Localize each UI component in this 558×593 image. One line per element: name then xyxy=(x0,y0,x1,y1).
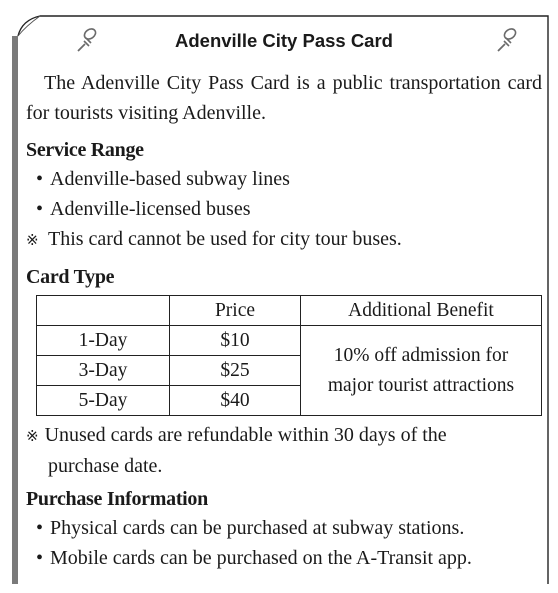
price-cell: $10 xyxy=(170,326,301,356)
card-type-cell: 5-Day xyxy=(37,386,170,416)
card-type-heading: Card Type xyxy=(26,266,115,288)
list-item: • Mobile cards can be purchased on the A-Transit app. xyxy=(26,543,542,573)
card-title: Adenville City Pass Card xyxy=(175,30,393,51)
bullet-icon: • xyxy=(36,547,44,569)
service-note: ※ This card cannot be used for city tour buses. xyxy=(26,224,542,255)
card-shadow xyxy=(12,36,18,584)
bullet-icon: • xyxy=(36,168,44,190)
bullet-icon: • xyxy=(36,517,44,539)
pushpin-icon xyxy=(492,26,520,54)
purchase-heading: Purchase Information xyxy=(26,488,208,510)
list-item: • Physical cards can be purchased at subway stations. xyxy=(26,513,542,543)
list-item: • Adenville-licensed buses xyxy=(26,194,542,224)
table-header-cell: Price xyxy=(170,296,301,326)
service-range-heading: Service Range xyxy=(26,139,144,161)
reference-mark-icon: ※ xyxy=(26,231,39,249)
reference-mark-icon: ※ xyxy=(26,427,39,445)
card-content xyxy=(26,12,542,573)
benefit-cell: 10% off admission for major tourist attractions xyxy=(301,326,542,416)
title-row xyxy=(26,12,542,60)
table-row xyxy=(37,326,542,356)
list-item: • Adenville-based subway lines xyxy=(26,164,542,194)
price-cell: $25 xyxy=(170,356,301,386)
table-header-row xyxy=(37,296,542,326)
table-header-cell: Additional Benefit xyxy=(301,296,542,326)
price-cell: $40 xyxy=(170,386,301,416)
intro-paragraph: The Adenville City Pass Card is a public transportation card for tourists visiting Adenville. xyxy=(26,72,542,124)
card-type-table xyxy=(36,295,542,416)
card-type-cell: 1-Day xyxy=(37,326,170,356)
card-type-cell: 3-Day xyxy=(37,356,170,386)
refund-note: ※ Unused cards are refundable within 30 days of the purchase date. xyxy=(26,424,447,477)
pass-card xyxy=(12,12,552,584)
table-header-cell xyxy=(37,296,170,326)
bullet-icon: • xyxy=(36,198,44,220)
